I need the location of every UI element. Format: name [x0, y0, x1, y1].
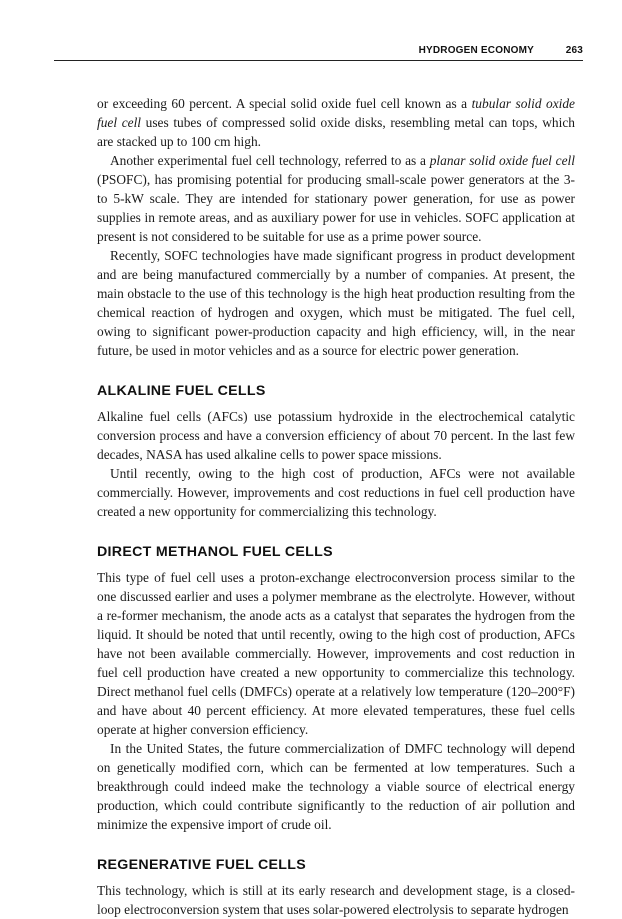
intro-paragraph-1: or exceeding 60 percent. A special solid oxide fuel cell known as a tubular solid oxide fuel cell uses tubes of compressed solid oxide disks, resembling metal can tops, which are stacked up to 100 cm high.: [97, 96, 575, 149]
page-body: [97, 94, 575, 919]
section-heading-regenerative: REGENERATIVE FUEL CELLS: [97, 857, 306, 873]
term-planar-sofc: planar solid oxide fuel cell: [429, 153, 575, 168]
methanol-paragraph-2: In the United States, the future commercialization of DMFC technology will depend on genetically modified corn, which can be fermented at low temperatures. Such a breakthrough could indeed make the technology a viable source of electrical energy production, which could contribute significantly to the reduction of air pollution and minimize the expensive import of crude oil.: [97, 741, 575, 832]
term-tubular-sofc: tubular solid oxide fuel cell: [97, 96, 575, 130]
running-title: HYDROGEN ECONOMY: [418, 45, 534, 56]
regenerative-paragraph-1: This technology, which is still at its early research and development stage, is a closed-loop electroconversion system that uses solar-powered electrolysis to separate hydrogen: [97, 883, 575, 917]
page-number: 263: [565, 45, 583, 56]
section-heading-alkaline: ALKALINE FUEL CELLS: [97, 383, 266, 399]
methanol-paragraph-1: This type of fuel cell uses a proton-exchange electroconversion process similar to the one discussed earlier and uses a polymer membrane as the electrolyte. However, without a re-former mechanism, the anode acts as a catalyst that separates the hydrogen from the liquid. It should be noted that until recently, owing to the high cost of production, AFCs have not been available commercially. However, improvements and cost reduction in fuel cell production have created a new opportunity to commercialize this technology. Direct methanol fuel cells (DMFCs) operate at a relatively low temperature (120–200°F) and have about 40 percent efficiency. At more elevated temperatures, these fuel cells operate at higher conversion efficiency.: [97, 570, 575, 737]
section-heading-methanol: DIRECT METHANOL FUEL CELLS: [97, 544, 333, 560]
running-header: [54, 44, 583, 61]
alkaline-paragraph-1: Alkaline fuel cells (AFCs) use potassium hydroxide in the electrochemical catalytic conversion process and have a conversion efficiency of about 70 percent. In the last few decades, NASA has used alkaline cells to power space missions.: [97, 409, 575, 462]
alkaline-paragraph-2: Until recently, owing to the high cost of production, AFCs were not available commercially. However, improvements and cost reductions in fuel cell production have created a new opportunity for commercializing this technology.: [97, 466, 575, 519]
intro-paragraph-2: Another experimental fuel cell technology, referred to as a planar solid oxide fuel cell (PSOFC), has promising potential for producing small-scale power generators at the 3- to 5-kW scale. They are intended for stationary power generation, for use as power supplies in remote areas, and as auxiliary power for use in vehicles. SOFC application at present is not considered to be suitable for use as a prime power source.: [97, 153, 575, 244]
intro-paragraph-3: Recently, SOFC technologies have made significant progress in product development and are being manufactured commercially by a number of companies. At present, the main obstacle to the use of this technology is the high heat production resulting from the chemical reaction of hydrogen and oxygen, which must be mitigated. The fuel cell, owing to significant power-production capacity and high efficiency, will, in the near future, be used in motor vehicles and as a source for electric power generation.: [97, 248, 575, 358]
